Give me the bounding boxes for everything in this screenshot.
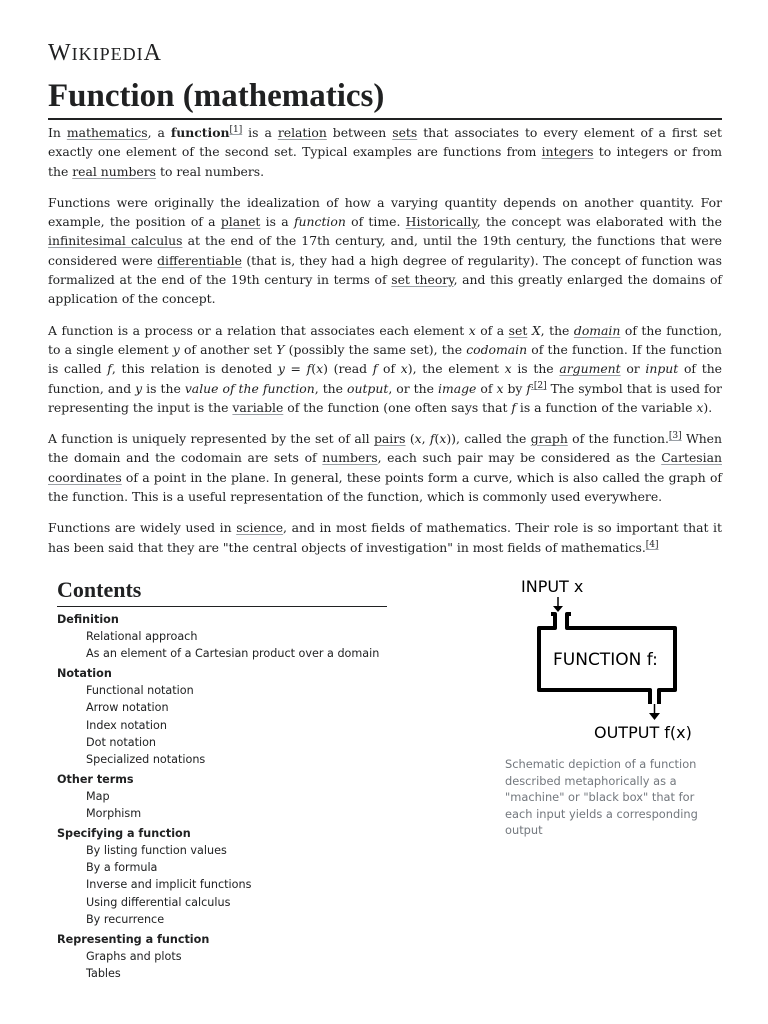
text: , a [147,125,171,140]
page-title: Function (mathematics) [48,74,722,120]
text: to real numbers. [156,163,265,179]
toc-section [57,611,387,663]
toc-subsection-link[interactable]: Inverse and implicit functions [86,878,252,892]
article-link[interactable]: sets [392,125,418,140]
text: (that is, they had a high degree of regularity). The concept of function was formalized at the end of the 19th century in terms of [48,252,722,288]
text: , each such pair may be considered as the [377,450,662,466]
text: is a function of the variable [515,399,697,415]
text: , the concept was elaborated with the [476,214,722,230]
logo-final: A [143,40,162,66]
text: between [326,125,393,140]
text: , the [540,322,574,338]
toc-section [57,771,387,823]
text-italic: input [645,361,679,377]
article-link[interactable]: Historically [405,214,477,230]
text-italic: y [172,341,180,357]
text-italic: image [437,380,477,396]
article-link[interactable]: set [508,322,528,338]
text: is the [142,380,185,396]
text-italic: x [439,431,447,447]
article-link[interactable]: domain [573,322,621,338]
function-figure [505,570,720,839]
text-italic: x [414,431,422,447]
text-italic: f [372,361,378,377]
article-link[interactable]: planet [220,214,261,230]
text-italic: x [696,399,704,415]
citation-ref[interactable]: [3] [668,431,682,442]
text: at the end of the 17th century, and, until the 19th century, the functions that were considered were [48,233,722,268]
article-link[interactable]: Cartesian coordinates [48,450,722,485]
toc-section-link[interactable]: Representing a function [57,932,210,946]
toc-section-link[interactable]: Notation [57,666,112,680]
text: The symbol that is used for representing the input is the [48,380,722,415]
text: of a point in the plane. In general, these points form a curve, which is also called the graph of the function. This is a useful representation of the function, which is commonly used everywhere. [48,469,722,505]
text: of the function, to a single element [48,322,723,357]
text: is a [260,214,294,230]
toc-subsection-link[interactable]: Map [86,789,110,803]
logo-initial: W [48,40,72,66]
article-body [48,123,722,569]
text: of the function. If the function is called [48,341,722,377]
article-paragraph [48,123,722,181]
text: , or the [388,380,438,396]
text-italic: f [107,361,112,377]
text: ( [311,361,317,377]
text-italic: x [468,322,476,338]
text-italic: x [496,380,504,396]
toc-subsection-link[interactable]: Using differential calculus [86,895,231,909]
article-link[interactable]: real numbers [72,163,157,179]
text: , [421,431,430,447]
text-italic: function [293,214,346,230]
text: ), the element [407,361,505,377]
text-italic: f [526,380,532,396]
citation-ref[interactable]: [4] [645,539,659,550]
input-arrowhead [553,606,563,612]
text: In [48,125,67,140]
article-link[interactable]: set theory [391,272,454,288]
article-paragraph [48,518,722,557]
article-link[interactable]: mathematics [66,125,148,140]
text: is the [511,361,560,377]
article-link[interactable]: numbers [322,450,378,466]
article-link[interactable]: differentiable [157,252,242,268]
text: When the domain and the codomain are sets of [48,431,722,466]
toc-subsection-link[interactable]: Tables [86,967,121,981]
text: by [503,380,527,396]
toc-section-link[interactable]: Other terms [57,772,134,786]
article-link[interactable]: relation [277,125,327,140]
text: , and in most fields of mathematics. Their role is so important that it has been said that they are "the central objects of investigation" in most fields of mathematics. [48,520,722,555]
function-box-label: FUNCTION f: [553,650,658,670]
text-italic: x [316,361,324,377]
toc-section [57,825,387,929]
text-italic: f [511,399,516,415]
text: , this relation is denoted [111,361,278,377]
toc-list [57,611,387,983]
output-arrowhead [649,713,660,720]
toc-section-link[interactable]: Specifying a function [57,826,191,840]
text: ) (read [323,361,373,377]
text: of a [475,322,509,338]
article-link[interactable]: integers [541,144,594,160]
text: Functions were originally the idealization of how a varying quantity depends on another quantity. For example, the position of a [48,194,722,230]
article-paragraph [48,429,722,506]
text: of the function (one often says that [283,399,512,415]
text: that associates to every element of a first set exactly one element of the second set. Typical examples are functions from [48,125,722,160]
text-italic: f [306,361,312,377]
text-italic: y [135,380,143,396]
text: of the function, and [48,361,723,396]
toc-subsection-link[interactable]: By listing function values [86,843,227,857]
text: or [620,361,646,377]
text: )), called the [446,431,531,447]
toc-section-link[interactable]: Definition [57,613,119,626]
article-link[interactable]: argument [559,361,621,377]
article-link[interactable]: pairs [373,431,406,447]
toc-subsection-link[interactable]: Specialized notations [86,753,206,767]
text: , and this greatly enlarged the domains of application of the concept. [48,272,722,307]
toc-subsection-link[interactable]: Index notation [86,718,167,732]
toc-section [57,665,387,769]
text: A function is uniquely represented by the set of all [48,431,374,447]
input-label: INPUT x [521,577,584,596]
article-link[interactable]: graph [530,431,568,447]
toc-subsection-link[interactable]: Arrow notation [86,701,169,715]
text: ( [434,431,440,447]
text-italic: Y [276,341,285,357]
citation-ref[interactable]: .[2] [531,380,547,391]
toc-subsection-link[interactable]: As an element of a Cartesian product over a domain [86,647,380,661]
article-link[interactable]: science [236,520,284,536]
toc-subsection-link[interactable]: By a formula [86,861,158,875]
text: is a [242,125,278,140]
text: (possibly the same set), the [284,341,467,357]
text-italic: f [429,431,435,447]
text-italic: codomain [466,341,528,357]
text-italic: x [400,361,408,377]
text-italic: x [504,361,512,377]
wikipedia-logo[interactable] [48,40,162,67]
toc-subsection-link[interactable]: Dot notation [86,736,157,750]
text: ). [703,399,713,415]
text: of another set [179,341,277,357]
text: Functions are widely used in [48,520,237,536]
toc-subsection-link[interactable]: By recurrence [86,913,165,927]
contents-heading: Contents [57,575,387,607]
citation-ref[interactable]: [1] [229,124,243,135]
text: of the function. [567,431,669,447]
text-italic: X [531,322,541,338]
article-paragraph [48,321,722,417]
toc-subsection-link[interactable]: Relational approach [86,630,198,643]
article-link[interactable]: infinitesimal calculus [48,233,183,249]
toc-section [57,931,387,983]
article-link[interactable]: variable [232,399,284,415]
text: , the [314,380,347,396]
output-label: OUTPUT f(x) [594,723,692,742]
text: A function is a process or a relation that associates each element [48,322,469,338]
text: = [284,361,307,377]
term-bold: function [170,125,230,140]
function-machine-diagram [505,570,720,750]
article-paragraph [48,193,722,309]
text: of time. [345,214,406,230]
text-italic: value of the function [184,380,315,396]
table-of-contents [57,575,387,985]
text: of [377,361,401,377]
text: ( [405,431,415,447]
text: of [476,380,497,396]
text: to integers or from the [48,144,722,179]
text-italic: y [277,361,285,377]
toc-subsection-link[interactable]: Morphism [86,807,142,821]
logo-middle: IKIPEDI [71,44,144,64]
toc-subsection-link[interactable]: Graphs and plots [86,949,182,963]
text-italic: output [347,380,389,396]
toc-subsection-link[interactable]: Functional notation [86,683,194,697]
figure-caption: Schematic depiction of a function described metaphorically as a "machine" or "black box" that for each input yields a corresponding output [505,757,698,838]
